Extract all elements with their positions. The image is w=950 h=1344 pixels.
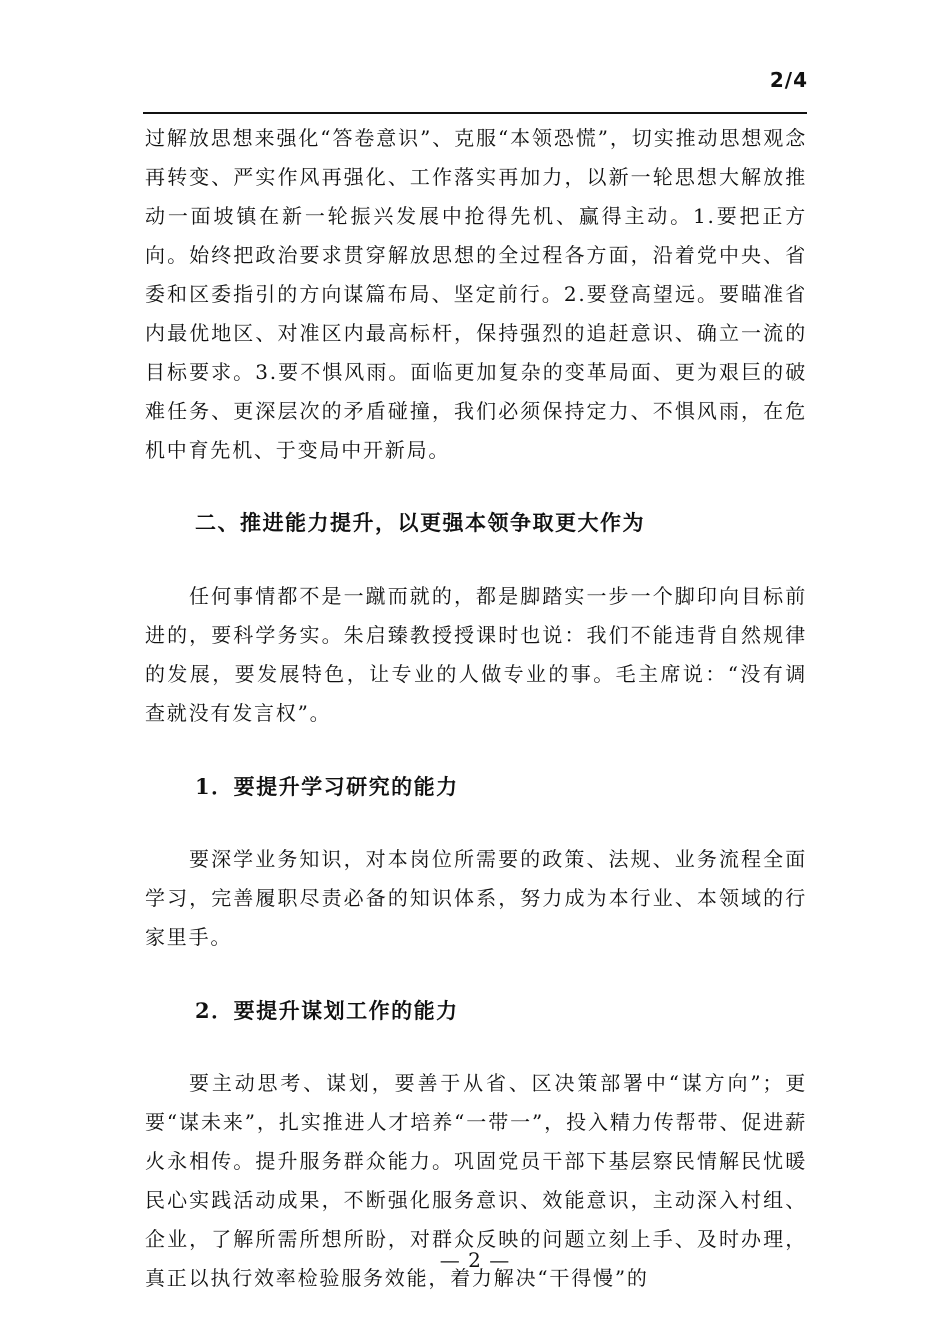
body-paragraph: 要主动思考、谋划，要善于从省、区决策部署中“谋方向”；更要“谋未来”，扎实推进人才培养“一带一”，投入精力传帮带、促进薪火永相传。提升服务群众能力。巩固党员干部下基层察民情解民忧暖民心实践活动成果，不断强化服务意识、效能意识，主动深入村组、企业，了解所需所想所盼，对群众反映的问题立刻上手、及时办理，真正以执行效率检验服务效能，着力解决“干得慢”的 [145,1071,807,1290]
subsection-heading-learning: 1．要提升学习研究的能力 [195,774,459,799]
section-heading: 二、推进能力提升，以更强本领争取更大作为 [195,511,645,535]
page-number-footer: — 2 — [439,1248,511,1272]
body-paragraph: 任何事情都不是一蹴而就的，都是脚踏实一步一个脚印向目标前进的，要科学务实。朱启臻教授授课时也说：我们不能违背自然规律的发展，要发展特色，让专业的人做专业的事。毛主席说：“没有调查就没有发言权”。 [145,584,807,725]
body-paragraph-continued: 过解放思想来强化“答卷意识”、克服“本领恐慌”，切实推动思想观念再转变、严实作风再强化、工作落实再加力，以新一轮思想大解放推动一面坡镇在新一轮振兴发展中抢得先机、赢得主动。1.要把正方向。始终把政治要求贯穿解放思想的全过程各方面，沿着党中央、省委和区委指引的方向谋篇布局、坚定前行。2.要登高望远。要瞄准省内最优地区、对准区内最高标杆，保持强烈的追赶意识、确立一流的目标要求。3.要不惧风雨。面临更加复杂的变革局面、更为艰巨的破难任务、更深层次的矛盾碰撞，我们必须保持定力、不惧风雨，在危机中育先机、于变局中开新局。 [145,126,807,462]
subsection-heading-planning: 2．要提升谋划工作的能力 [195,998,459,1023]
document-body [145,119,807,1298]
header-divider [143,112,807,114]
body-paragraph: 要深学业务知识，对本岗位所需要的政策、法规、业务流程全面学习，完善履职尽责必备的知识体系，努力成为本行业、本领域的行家里手。 [145,847,807,949]
page-indicator: 2/4 [769,68,808,92]
